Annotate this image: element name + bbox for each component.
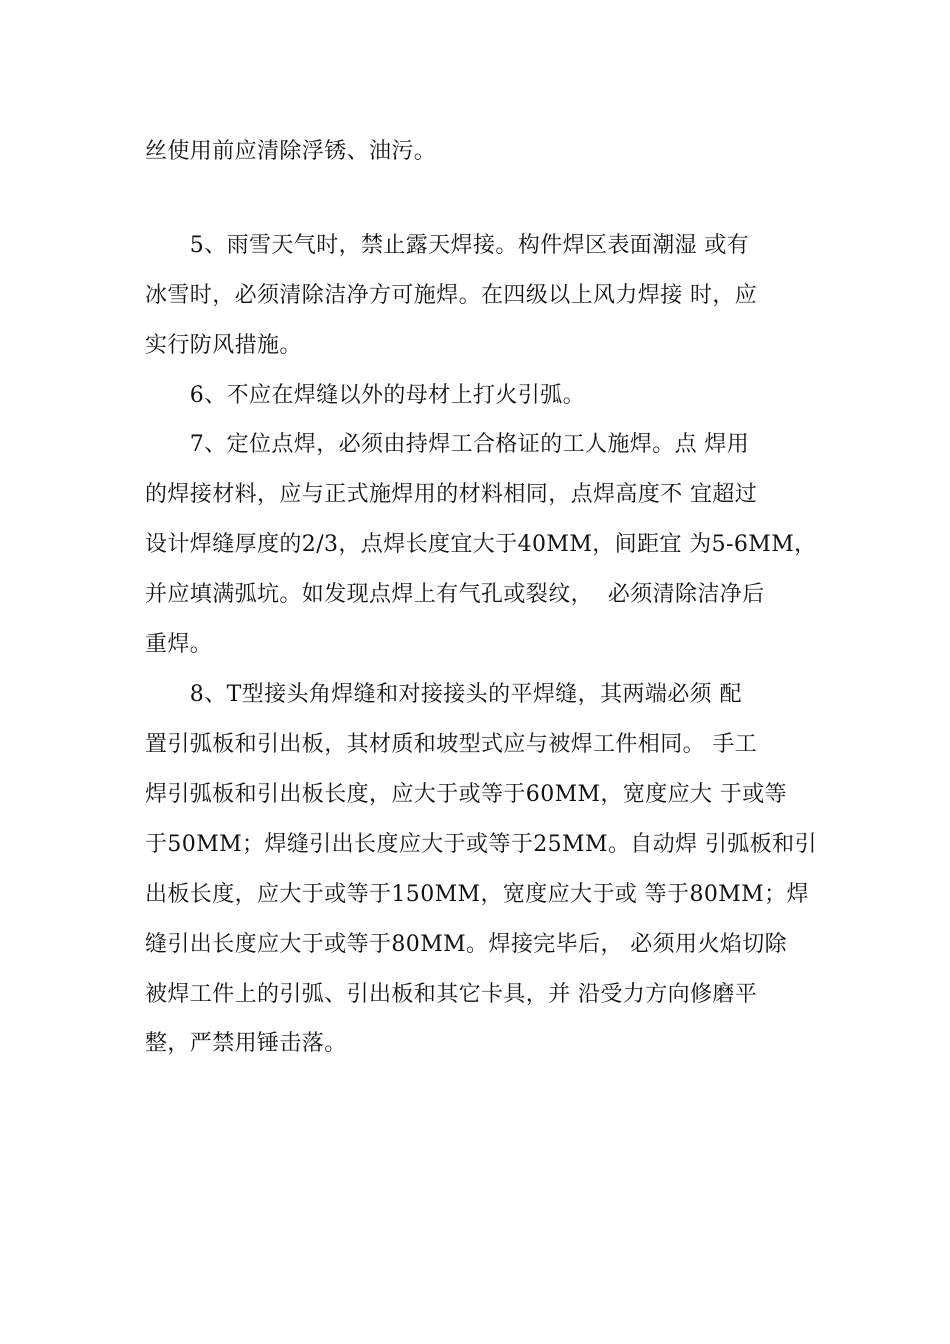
text-line: 出板长度，应大于或等于150MM，宽度应大于或 等于80MM；焊 (145, 882, 809, 907)
text-line: 的焊接材料，应与正式施焊用的材料相同，点焊高度不 宜超过 (145, 482, 758, 507)
text-line: 缝引出长度应大于或等于80MM。焊接完毕后， 必须用火焰切除 (145, 932, 788, 957)
text-line: 置引弧板和引出板，其材质和坡型式应与被焊工件相同。 手工 (145, 732, 758, 757)
text-line: 被焊工件上的引弧、引出板和其它卡具，并 沿受力方向修磨平 (145, 982, 758, 1007)
text-line: 于50MM；焊缝引出长度应大于或等于25MM。自动焊 引弧板和引 (145, 832, 817, 857)
text-line: 整，严禁用锤击落。 (145, 1031, 347, 1056)
text-line: 设计焊缝厚度的2/3，点焊长度宜大于40MM，间距宜 为5-6MM， (145, 532, 817, 557)
text-line: 冰雪时，必须清除洁净方可施焊。在四级以上风力焊接 时，应 (145, 283, 758, 308)
text-line: 8、T型接头角焊缝和对接接头的平焊缝，其两端必须 配 (145, 682, 742, 707)
text-line: 并应填满弧坑。如发现点焊上有气孔或裂纹， 必须清除洁净后 (145, 582, 765, 607)
text-line: 重焊。 (145, 632, 213, 657)
text-line: 实行防风措施。 (145, 333, 302, 358)
text-line: 5、雨雪天气时，禁止露天焊接。构件焊区表面潮湿 或有 (145, 233, 750, 258)
text-line: 7、定位点焊，必须由持焊工合格证的工人施焊。点 焊用 (145, 432, 750, 457)
text-line: 6、不应在焊缝以外的母材上打火引弧。 (145, 383, 585, 408)
text-line: 焊引弧板和引出板长度，应大于或等于60MM，宽度应大 于或等 (145, 782, 788, 807)
text-line: 丝使用前应清除浮锈、油污。 (145, 139, 437, 164)
